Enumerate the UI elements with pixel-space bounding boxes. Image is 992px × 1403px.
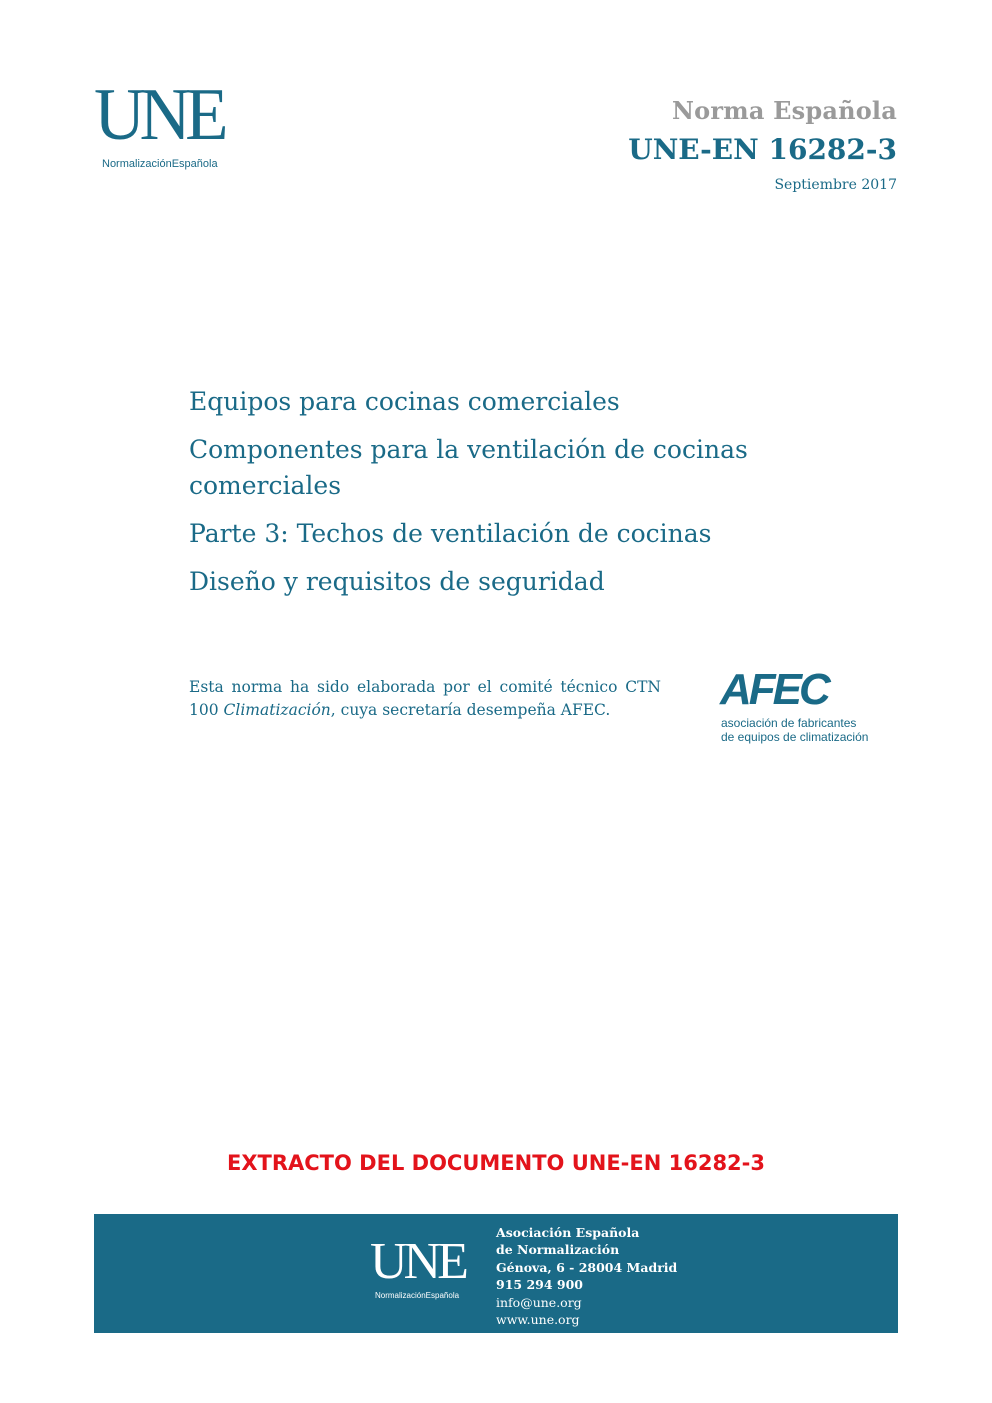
title-line-3: Parte 3: Techos de ventilación de cocinas bbox=[189, 519, 712, 548]
footer-une-logo bbox=[370, 1233, 480, 1306]
footer-web-link[interactable]: www.une.org bbox=[496, 1312, 580, 1328]
une-logo-subtitle: NormalizaciónEspañola bbox=[102, 158, 218, 170]
title-line-4: Diseño y requisitos de seguridad bbox=[189, 567, 605, 596]
une-logo bbox=[94, 74, 244, 174]
committee-statement bbox=[189, 676, 661, 722]
document-titles bbox=[189, 384, 829, 612]
afec-logo-line-1: asociación de fabricantes bbox=[721, 716, 857, 730]
standard-code: UNE-EN 16282-3 bbox=[628, 133, 897, 166]
committee-name: Climatización bbox=[223, 701, 331, 719]
footer-email-link[interactable]: info@une.org bbox=[496, 1294, 582, 1310]
title-line-2: Componentes para la ventilación de cocinas comerciales bbox=[189, 435, 748, 500]
title-line-1: Equipos para cocinas comerciales bbox=[189, 387, 620, 416]
extract-notice: EXTRACTO DEL DOCUMENTO UNE-EN 16282-3 bbox=[226, 1151, 765, 1175]
committee-text-post: , cuya secretaría desempeña AFEC. bbox=[330, 701, 611, 719]
footer-logo-word: UNE bbox=[370, 1233, 465, 1290]
footer-logo-subtitle: NormalizaciónEspañola bbox=[375, 1291, 460, 1300]
norma-label: Norma Española bbox=[672, 96, 897, 125]
footer-phone: 915 294 900 bbox=[496, 1277, 583, 1293]
publication-date: Septiembre 2017 bbox=[774, 177, 897, 193]
footer-address-block bbox=[496, 1224, 677, 1328]
footer-address: Génova, 6 - 28004 Madrid bbox=[496, 1259, 678, 1275]
afec-logo-word: AFEC bbox=[720, 665, 828, 714]
afec-logo bbox=[720, 665, 880, 746]
committee-text-pre: Esta norma ha sido elaborada por el comité técnico CTN 100 bbox=[189, 678, 661, 719]
footer-org-line-2: de Normalización bbox=[496, 1242, 620, 1258]
une-logo-word: UNE bbox=[94, 74, 223, 156]
afec-logo-line-2: de equipos de climatización bbox=[721, 730, 869, 744]
footer-org-line-1: Asociación Española bbox=[496, 1225, 640, 1240]
footer-band bbox=[94, 1214, 898, 1333]
